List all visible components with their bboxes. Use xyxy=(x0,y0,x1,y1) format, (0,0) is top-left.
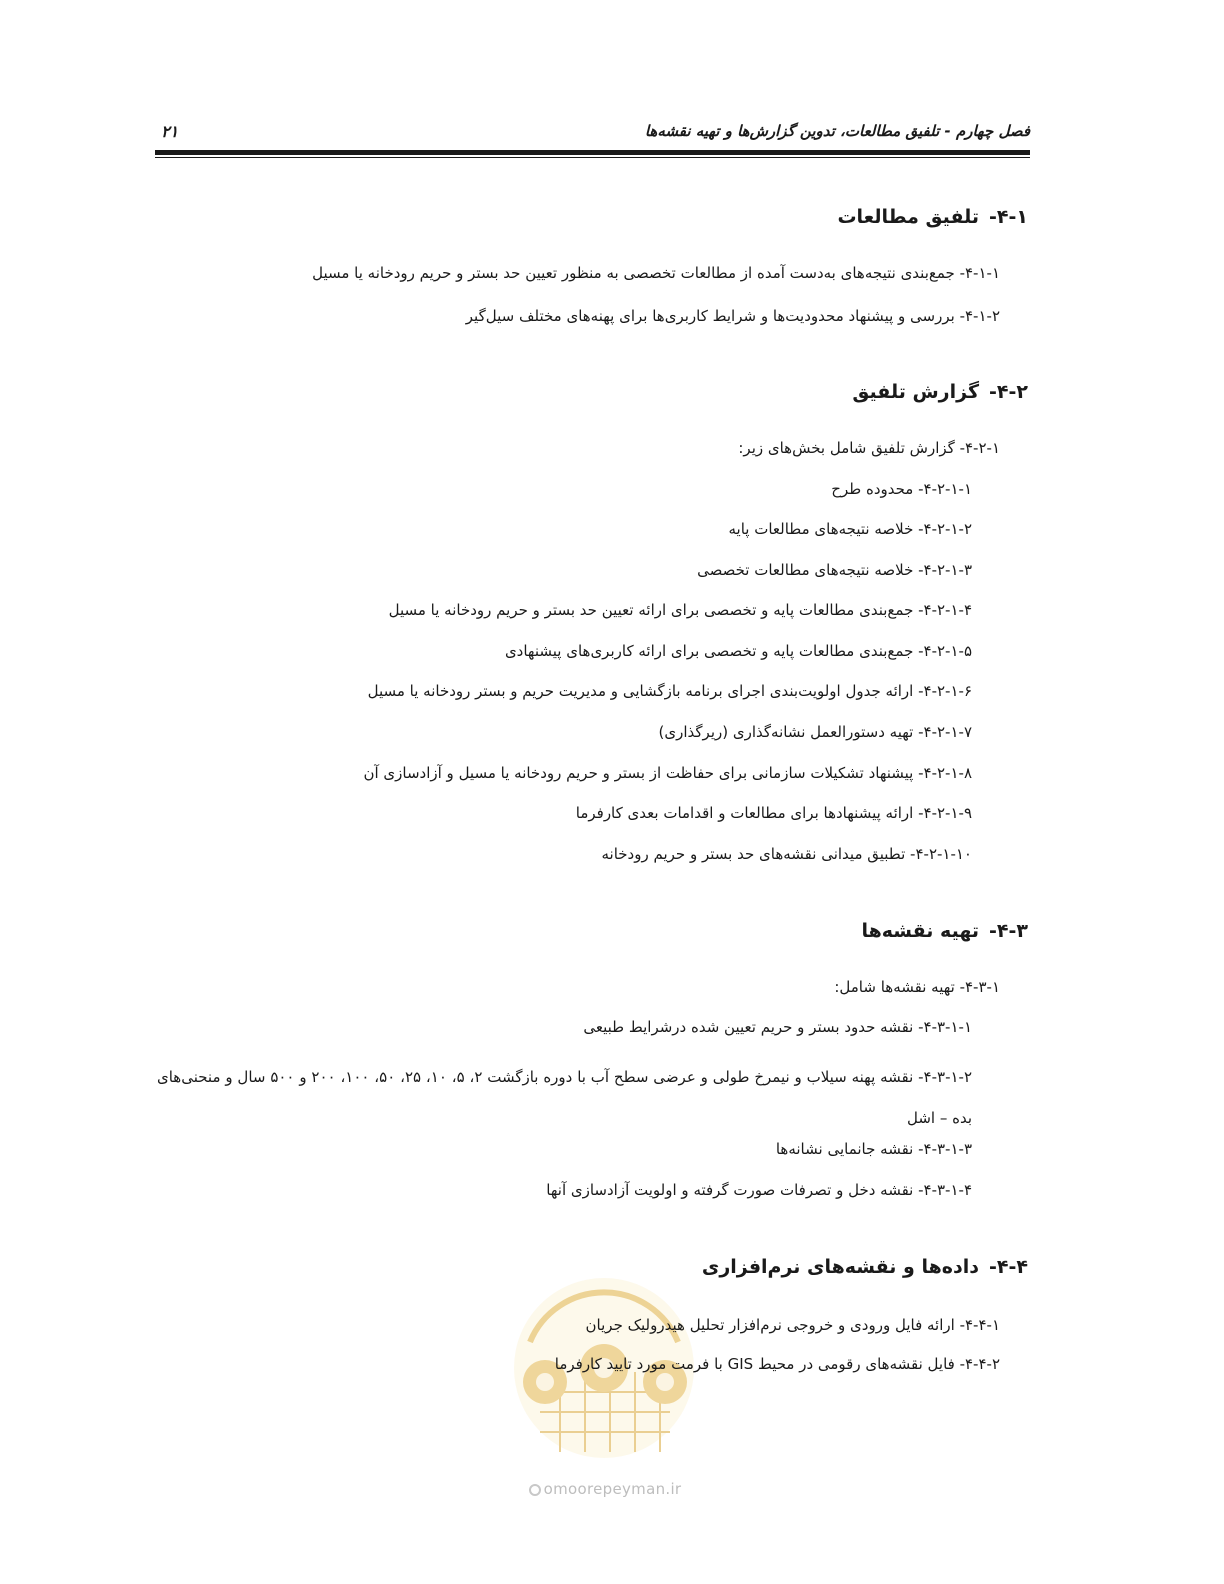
section-heading-4-4 xyxy=(702,1253,1028,1281)
section-heading-4-1 xyxy=(837,203,1028,231)
watermark-site-text: omoorepeyman.ir xyxy=(543,1480,682,1498)
list-item: ۴-۲-۱-۱۰- تطبیق میدانی نقشه‌های حد بستر و حریم رودخانه xyxy=(601,845,972,863)
page-number: ۲۱ xyxy=(161,121,179,141)
section-heading-4-2 xyxy=(852,378,1028,406)
list-item: ۴-۲-۱-۱- محدوده طرح xyxy=(831,480,972,498)
section-number: ۴-۴- xyxy=(989,1256,1028,1278)
section-title: تهیه نقشه‌ها xyxy=(861,920,980,942)
watermark-site xyxy=(510,1480,700,1498)
section-number: ۴-۲- xyxy=(989,381,1028,403)
page-header xyxy=(155,118,1030,144)
header-rule-thick xyxy=(155,150,1030,155)
list-item: ۴-۴-۲- فایل نقشه‌های رقومی در محیط GIS با فرمت مورد تایید کارفرما xyxy=(554,1355,1000,1373)
list-item: ۴-۳-۱-۲- نقشه پهنه سیلاب و نیمرخ طولی و عرضی سطح آب با دوره بازگشت ۲، ۵، ۱۰، ۲۵، ۵۰، ۱۰۰، ۲۰۰ و ۵۰۰ سال و منحنی‌های بده – اشل xyxy=(157,1068,973,1127)
section-title: گزارش تلفیق xyxy=(852,381,980,403)
list-item: ۴-۱-۲- بررسی و پیشنهاد محدودیت‌ها و شرایط کاربری‌ها برای پهنه‌های مختلف سیل‌گیر xyxy=(465,307,1000,325)
list-intro: ۴-۲-۱- گزارش تلفیق شامل بخش‌های زیر: xyxy=(738,439,1000,457)
section-title: داده‌ها و نقشه‌های نرم‌افزاری xyxy=(701,1256,980,1278)
list-item: ۴-۳-۱-۴- نقشه دخل و تصرفات صورت گرفته و اولویت آزادسازی آنها xyxy=(546,1181,972,1199)
list-item: ۴-۳-۱-۳- نقشه جانمایی نشانه‌ها xyxy=(775,1140,972,1158)
running-title: فصل چهارم - تلفیق مطالعات، تدوین گزارش‌ها و تهیه نقشه‌ها xyxy=(644,122,1030,140)
header-rule-thin xyxy=(155,157,1030,158)
list-item: ۴-۲-۱-۹- ارائه پیشنهادها برای مطالعات و اقدامات بعدی کارفرما xyxy=(575,804,972,822)
list-item: ۴-۲-۱-۳- خلاصه نتیجه‌های مطالعات تخصصی xyxy=(697,561,972,579)
list-intro: ۴-۳-۱- تهیه نقشه‌ها شامل: xyxy=(834,978,1000,996)
section-number: ۴-۱- xyxy=(989,206,1028,228)
list-item: ۴-۲-۱-۷- تهیه دستورالعمل نشانه‌گذاری (ریرگذاری) xyxy=(658,723,972,741)
list-item: ۴-۲-۱-۲- خلاصه نتیجه‌های مطالعات پایه xyxy=(728,520,972,538)
list-item: ۴-۲-۱-۴- جمع‌بندی مطالعات پایه و تخصصی برای ارائه تعیین حد بستر و حریم رودخانه یا مسیل xyxy=(388,601,972,619)
section-heading-4-3 xyxy=(861,917,1028,945)
section-number: ۴-۳- xyxy=(989,920,1028,942)
list-item: ۴-۲-۱-۸- پیشنهاد تشکیلات سازمانی برای حفاظت از بستر و حریم رودخانه یا مسیل و آزادسازی آن xyxy=(363,764,972,782)
list-item: ۴-۳-۱-۱- نقشه حدود بستر و حریم تعیین شده درشرایط طبیعی xyxy=(583,1018,972,1036)
list-item: ۴-۲-۱-۶- ارائه جدول اولویت‌بندی اجرای برنامه بازگشایی و مدیریت حریم و بستر رودخانه یا مسیل xyxy=(367,682,972,700)
globe-icon xyxy=(529,1484,541,1496)
list-item: ۴-۴-۱- ارائه فایل ورودی و خروجی نرم‌افزار تحلیل هیدرولیک جریان xyxy=(585,1316,1000,1334)
list-item: ۴-۱-۱- جمع‌بندی نتیجه‌های به‌دست آمده از مطالعات تخصصی به منظور تعیین حد بستر و حریم رودخانه یا مسیل xyxy=(312,264,1000,282)
section-title: تلفیق مطالعات xyxy=(837,206,980,228)
list-item: ۴-۲-۱-۵- جمع‌بندی مطالعات پایه و تخصصی برای ارائه کاربری‌های پیشنهادی xyxy=(504,642,972,660)
